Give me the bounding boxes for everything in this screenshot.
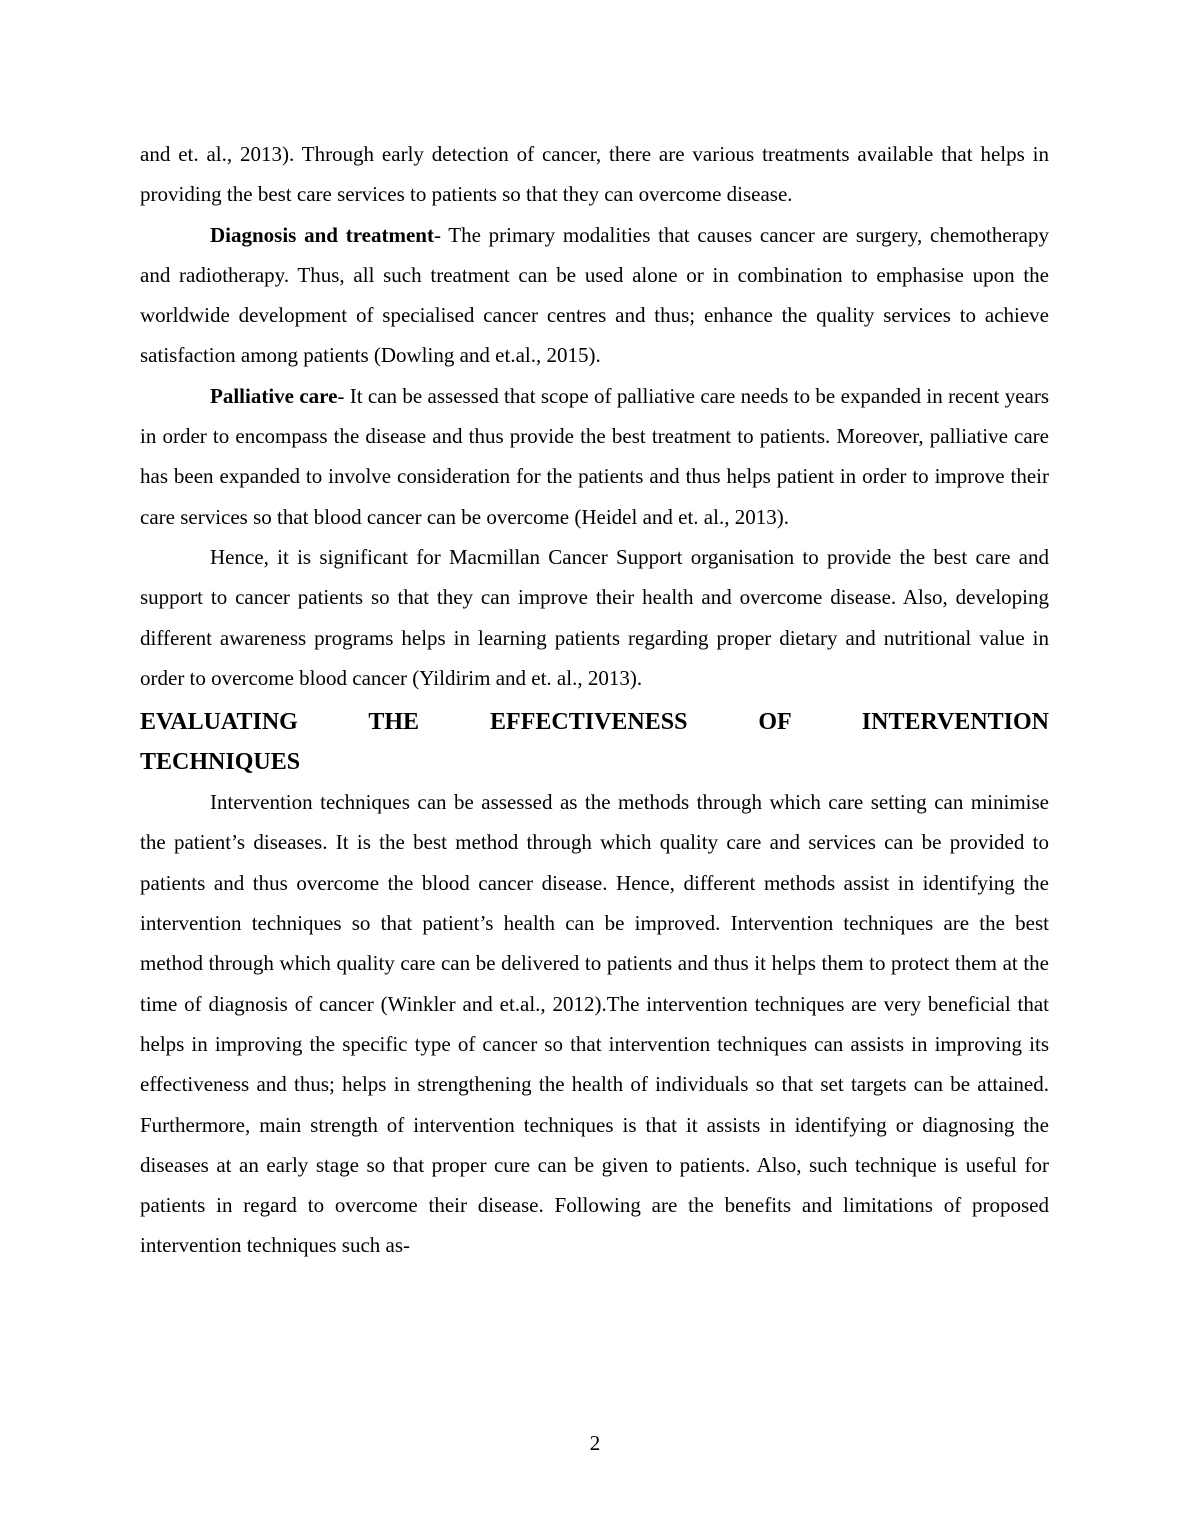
diagnosis-treatment-text: - The primary modalities that causes cancer are surgery, chemotherapy and radiotherapy. Thus, all such treatment can be used alone or in combination to emphasise upon the worldwide development of specialised cancer centres and thus; enhance the quality services to achieve satisfaction among patients (Dowling and et.al., 2015).: [140, 222, 1049, 368]
page-body: [140, 134, 1049, 1266]
paragraph-palliative-care: [140, 376, 1049, 537]
paragraph-continuation: and et. al., 2013). Through early detection of cancer, there are various treatments available that helps in providing the best care services to patients so that they can overcome disease.: [140, 142, 1049, 207]
paragraph-diagnosis-treatment: [140, 215, 1049, 376]
palliative-care-text: - It can be assessed that scope of palliative care needs to be expanded in recent years in order to encompass the disease and thus provide the best treatment to patients. Moreover, palliative care has been expanded to involve consideration for the patients and thus helps patient in order to improve their care services so that blood cancer can be overcome (Heidel and et. al., 2013).: [140, 383, 1050, 529]
section-heading-line1: EVALUATING THE EFFECTIVENESS OF INTERVENTION: [140, 709, 1049, 736]
paragraph-hence: Hence, it is significant for Macmillan Cancer Support organisation to provide the best care and support to cancer patients so that they can improve their health and overcome disease. Also, developing different awareness programs helps in learning patients regarding proper dietary and nutritional value in order to overcome blood cancer (Yildirim and et. al., 2013).: [140, 544, 1049, 690]
paragraph-intervention: Intervention techniques can be assessed as the methods through which care setting can minimise the patient’s diseases. It is the best method through which quality care and services can be provided to patients and thus overcome the blood cancer disease. Hence, different methods assist in identifying the intervention techniques so that patient’s health can be improved. Intervention techniques are the best method through which quality care can be delivered to patients and thus it helps them to protect them at the time of diagnosis of cancer (Winkler and et.al., 2012).The intervention techniques are very beneficial that helps in improving the specific type of cancer so that intervention techniques can assists in improving its effectiveness and thus; helps in strengthening the health of individuals so that set targets can be attained. Furthermore, main strength of intervention techniques is that it assists in identifying or diagnosing the diseases at an early stage so that proper cure can be given to patients. Also, such technique is useful for patients in regard to overcome their disease. Following are the benefits and limitations of proposed intervention techniques such as-: [140, 790, 1049, 1258]
diagnosis-treatment-lead: Diagnosis and treatment: [210, 222, 434, 247]
section-heading: [140, 702, 1049, 782]
page-number: 2: [589, 1431, 601, 1455]
palliative-care-lead: Palliative care: [210, 383, 338, 408]
section-heading-line2: TECHNIQUES: [140, 749, 301, 776]
